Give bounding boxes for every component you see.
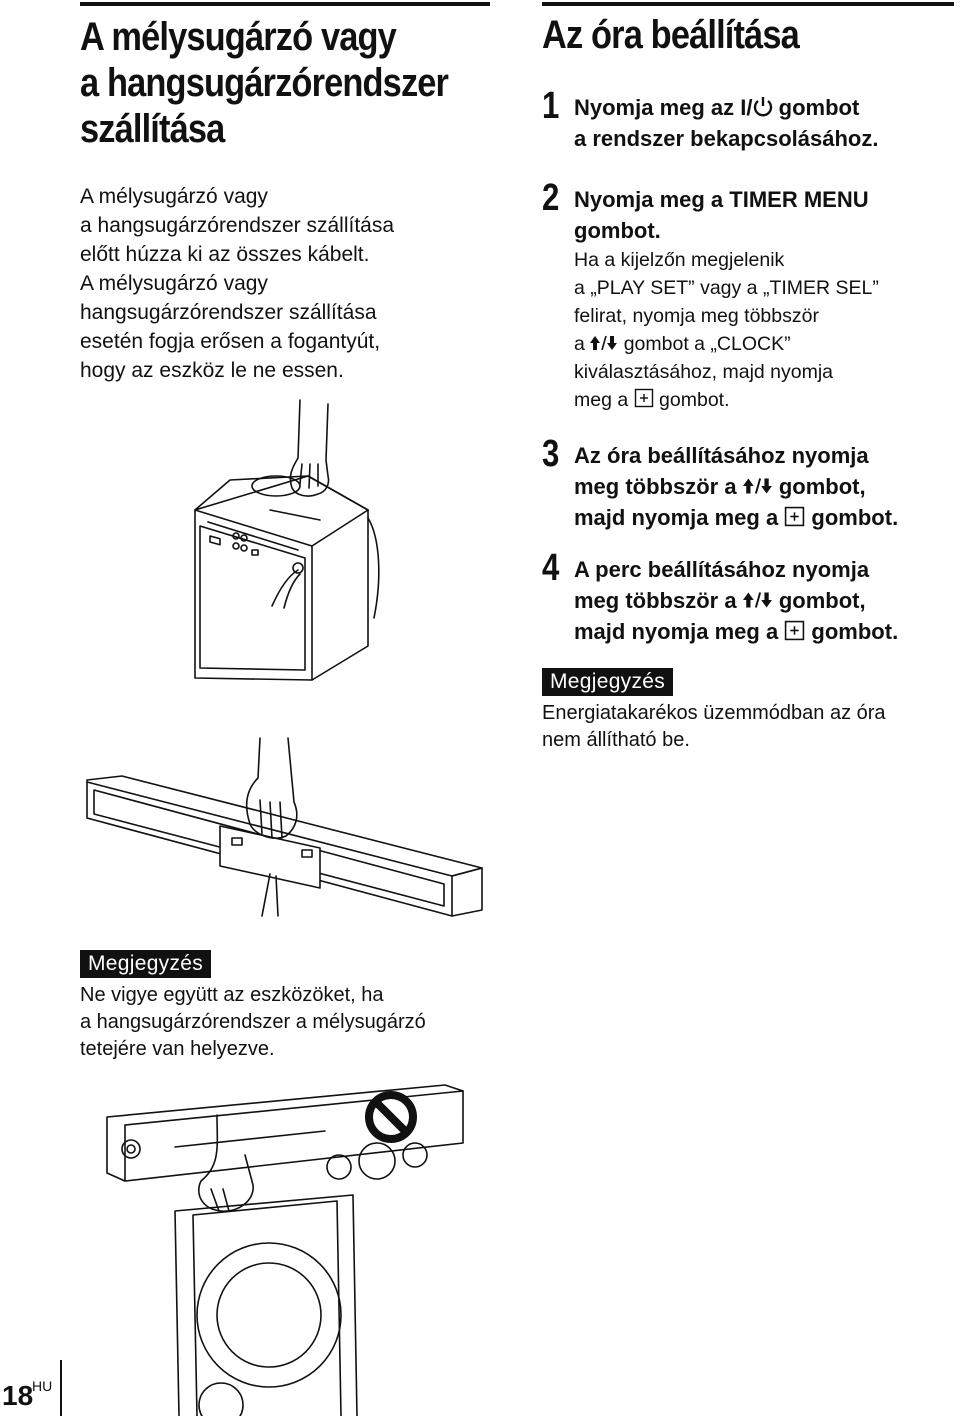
step-number: 1 (542, 85, 560, 127)
right-section-title: Az óra beállítása (542, 13, 799, 57)
enter-button-icon (634, 388, 654, 408)
power-icon (753, 95, 773, 117)
enter-button-icon (784, 620, 805, 641)
left-paragraph: A mélysugárzó vagy a hangsugárzórendszer szállítása előtt húzza ki az összes kábelt. A mélysugárzó vagy hangsugárzórendszer szállítása esetén fogja erősen a fogantyút, hogy az eszköz le ne essen. (80, 185, 395, 382)
up-down-arrow-icon (590, 334, 618, 352)
page-number: 18 (2, 1380, 34, 1411)
left-top-rule (80, 2, 490, 6)
note-label: Megjegyzés (80, 950, 211, 978)
left-section-title: A mélysugárzó vagy a hangsugárzórendszer szállítása (80, 15, 449, 151)
right-top-rule (542, 2, 954, 6)
step-number: 4 (542, 547, 560, 589)
note-label: Megjegyzés (542, 668, 673, 696)
step-number: 2 (542, 177, 560, 219)
subwoofer-carry-illustration (180, 398, 390, 738)
soundbar-carry-illustration (82, 738, 492, 928)
right-note-text: Energiatakarékos üzemmódban az óra nem állítható be. (542, 702, 886, 751)
up-down-arrow-icon (743, 590, 773, 610)
left-note-text: Ne vigye együtt az eszközöket, ha a hangsugárzórendszer a mélysugárzó tetejére van helyezve. (80, 984, 426, 1060)
prohibited-icon (362, 1088, 420, 1146)
page-side-rule (60, 1360, 62, 1416)
up-down-arrow-icon (743, 476, 773, 496)
enter-button-icon (784, 506, 805, 527)
step-number: 3 (542, 433, 560, 475)
language-code: HU (32, 1378, 53, 1394)
